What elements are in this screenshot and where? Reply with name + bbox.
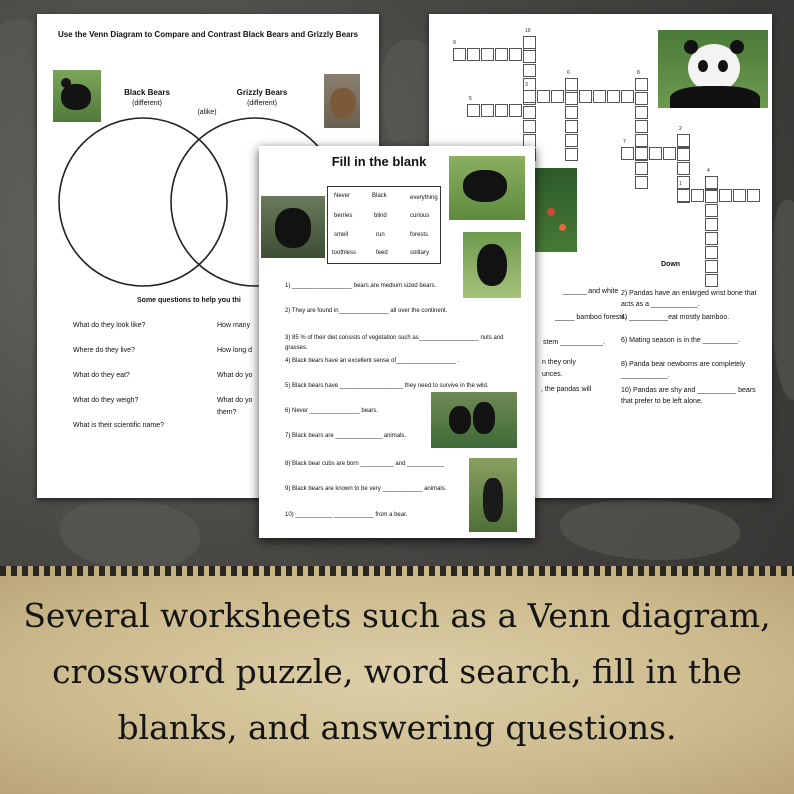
clue-number: 1 bbox=[679, 181, 682, 187]
fill-item: 8) Black bear cubs are born __________ and ___________ bbox=[285, 461, 444, 467]
bear-photo bbox=[261, 196, 325, 258]
crossword-cell[interactable] bbox=[509, 104, 522, 117]
word-bank-item: Black bbox=[372, 193, 387, 199]
clue-heading-down: Down bbox=[661, 261, 681, 268]
crossword-cell[interactable] bbox=[579, 90, 592, 103]
clue-number: 9 bbox=[453, 40, 456, 46]
word-bank-item: curious bbox=[410, 213, 430, 219]
question-item: What do they eat? bbox=[73, 372, 130, 379]
crossword-cell[interactable] bbox=[635, 78, 648, 91]
crossword-cell[interactable] bbox=[495, 104, 508, 117]
venn-title: Use the Venn Diagram to Compare and Contrast Black Bears and Grizzly Bears bbox=[57, 30, 359, 39]
crossword-cell[interactable] bbox=[467, 104, 480, 117]
clue-number: 7 bbox=[623, 139, 626, 145]
fill-item: 4) Black bears have an excellent sense of__________________ . bbox=[285, 358, 460, 364]
clue-fragment: stem ___________. bbox=[543, 339, 605, 346]
clue-number: 5 bbox=[469, 96, 472, 102]
question-item: How long d bbox=[217, 347, 253, 354]
crossword-cell[interactable] bbox=[635, 106, 648, 119]
crossword-cell[interactable] bbox=[635, 120, 648, 133]
bear-photo bbox=[449, 156, 525, 220]
crossword-cell[interactable] bbox=[691, 189, 704, 202]
word-bank-item: blind bbox=[374, 213, 387, 219]
caption-text: Several worksheets such as a Venn diagram, crossword puzzle, word search, fill in the blanks, and answering questions. bbox=[23, 596, 771, 747]
venn-sub-right: (different) bbox=[247, 100, 277, 107]
crossword-cell[interactable] bbox=[705, 274, 718, 287]
rock-texture bbox=[770, 200, 794, 400]
word-bank-item: Never bbox=[334, 193, 351, 199]
clue-number: 6 bbox=[567, 70, 570, 76]
crossword-cell[interactable] bbox=[677, 189, 690, 202]
bear-cub-photo bbox=[463, 232, 521, 298]
crossword-cell[interactable] bbox=[719, 189, 732, 202]
clue-fragment: _____ bamboo forests. bbox=[555, 314, 627, 321]
fill-item: 1) __________________ bears are medium sized bears. bbox=[285, 283, 437, 289]
clue-down-8: 8) Panda bear newborns are completely ____________. bbox=[621, 361, 746, 379]
crossword-cell[interactable] bbox=[635, 92, 648, 105]
crossword-cell[interactable] bbox=[593, 90, 606, 103]
clue-number: 8 bbox=[637, 70, 640, 76]
crossword-cell[interactable] bbox=[705, 218, 718, 231]
crossword-cell[interactable] bbox=[705, 190, 718, 203]
fill-item: 7) Black bears are ______________ animals. bbox=[285, 433, 407, 439]
venn-label-left: Black Bears bbox=[124, 88, 170, 97]
crossword-cell[interactable] bbox=[635, 147, 648, 160]
fill-item: 5) Black bears have ___________________ they need to survive in the wild. bbox=[285, 383, 489, 389]
bear-cubs-photo bbox=[431, 392, 517, 448]
crossword-cell[interactable] bbox=[649, 147, 662, 160]
crossword-cell[interactable] bbox=[523, 120, 536, 133]
clue-fragment: ______ and white bbox=[563, 288, 619, 295]
crossword-cell[interactable] bbox=[467, 48, 480, 61]
crossword-cell[interactable] bbox=[565, 106, 578, 119]
crossword-cell[interactable] bbox=[621, 147, 634, 160]
fill-item: 6) Never _______________ bears. bbox=[285, 408, 379, 414]
crossword-cell[interactable] bbox=[677, 148, 690, 161]
word-bank-item: smell bbox=[334, 232, 349, 238]
clue-number: 10 bbox=[525, 28, 531, 34]
clue-fragment: unces. bbox=[542, 371, 563, 378]
word-bank-item: solitary bbox=[410, 250, 430, 256]
crossword-cell[interactable] bbox=[523, 36, 536, 49]
crossword-cell[interactable] bbox=[635, 176, 648, 189]
question-item: What do they weigh? bbox=[73, 397, 139, 404]
crossword-cell[interactable] bbox=[509, 48, 522, 61]
rock-texture bbox=[560, 500, 740, 560]
word-bank-item: feed bbox=[376, 250, 388, 256]
crossword-cell[interactable] bbox=[537, 90, 550, 103]
crossword-cell[interactable] bbox=[705, 260, 718, 273]
bear-standing-photo bbox=[469, 458, 517, 532]
question-item: What do yo bbox=[217, 397, 253, 404]
bamboo-photo bbox=[533, 168, 577, 252]
question-item: What do yo bbox=[217, 372, 253, 379]
clue-number: 3 bbox=[525, 82, 528, 88]
clue-number: 2 bbox=[679, 126, 682, 132]
question-item: Where do they live? bbox=[73, 347, 135, 354]
crossword-cell[interactable] bbox=[565, 148, 578, 161]
crossword-cell[interactable] bbox=[705, 204, 718, 217]
venn-label-right: Grizzly Bears bbox=[236, 88, 288, 97]
clue-down-10: 10) Pandas are shy and __________ bears that prefer to be left alone. bbox=[621, 387, 756, 405]
banner-border bbox=[0, 566, 794, 576]
crossword-cell[interactable] bbox=[621, 90, 634, 103]
clue-fragment: , the pandas will bbox=[541, 386, 592, 393]
question-item: What do they look like? bbox=[73, 322, 146, 329]
crossword-cell[interactable] bbox=[495, 48, 508, 61]
questions-heading: Some questions to help you thi bbox=[137, 297, 241, 304]
panda-photo bbox=[658, 30, 768, 108]
clue-fragment: n they only bbox=[542, 359, 576, 366]
crossword-cell[interactable] bbox=[565, 78, 578, 91]
crossword-cell[interactable] bbox=[663, 147, 676, 160]
crossword-cell[interactable] bbox=[733, 189, 746, 202]
fill-item: 10) ___________ ____________ from a bear. bbox=[285, 512, 408, 518]
crossword-cell[interactable] bbox=[523, 64, 536, 77]
word-bank-item: run bbox=[376, 232, 385, 238]
venn-center-label: (alike) bbox=[197, 109, 217, 116]
fill-item: 3) 85 % of their diet consists of vegetation such as__________________ nuts and grasses. bbox=[285, 335, 504, 351]
venn-sub-left: (different) bbox=[132, 100, 162, 107]
crossword-cell[interactable] bbox=[523, 106, 536, 119]
crossword-cell[interactable] bbox=[481, 48, 494, 61]
word-bank-item: toothless bbox=[332, 250, 357, 256]
word-bank bbox=[327, 186, 441, 264]
question-item: What is their scientific name? bbox=[73, 422, 165, 429]
crossword-cell[interactable] bbox=[607, 90, 620, 103]
word-bank-item: forests bbox=[410, 232, 429, 238]
fill-item: 2) They are found in_______________ all over the continent. bbox=[285, 308, 448, 314]
crossword-cell[interactable] bbox=[677, 162, 690, 175]
crossword-cell[interactable] bbox=[635, 134, 648, 147]
crossword-cell[interactable] bbox=[481, 104, 494, 117]
crossword-cell[interactable] bbox=[551, 90, 564, 103]
clue-down-6: 6) Mating season is in the _________. bbox=[621, 337, 740, 344]
clue-down-2: 2) Pandas have an enlarged wrist bone that acts as a ____________. bbox=[621, 290, 757, 308]
question-item: How many bbox=[217, 322, 251, 329]
crossword-cell[interactable] bbox=[523, 50, 536, 63]
rock-texture bbox=[60, 500, 200, 570]
crossword-cell[interactable] bbox=[453, 48, 466, 61]
crossword-cell[interactable] bbox=[705, 246, 718, 259]
crossword-cell[interactable] bbox=[635, 162, 648, 175]
crossword-cell[interactable] bbox=[705, 176, 718, 189]
crossword-cell[interactable] bbox=[523, 90, 536, 103]
crossword-cell[interactable] bbox=[747, 189, 760, 202]
fill-blank-worksheet bbox=[259, 146, 535, 538]
question-item: them? bbox=[217, 409, 237, 416]
clue-down-4: 4) __________eat mostly bamboo. bbox=[621, 314, 730, 321]
fill-title: Fill in the blank bbox=[331, 154, 427, 169]
crossword-cell[interactable] bbox=[677, 134, 690, 147]
crossword-cell[interactable] bbox=[565, 134, 578, 147]
crossword-cell[interactable] bbox=[705, 232, 718, 245]
word-bank-item: everything bbox=[410, 195, 438, 201]
clue-number: 4 bbox=[707, 168, 710, 174]
crossword-cell[interactable] bbox=[565, 120, 578, 133]
crossword-cell[interactable] bbox=[565, 92, 578, 105]
fill-item: 9) Black bears are known to be very ____________ animals. bbox=[285, 486, 447, 492]
word-bank-item: berries bbox=[334, 213, 353, 219]
